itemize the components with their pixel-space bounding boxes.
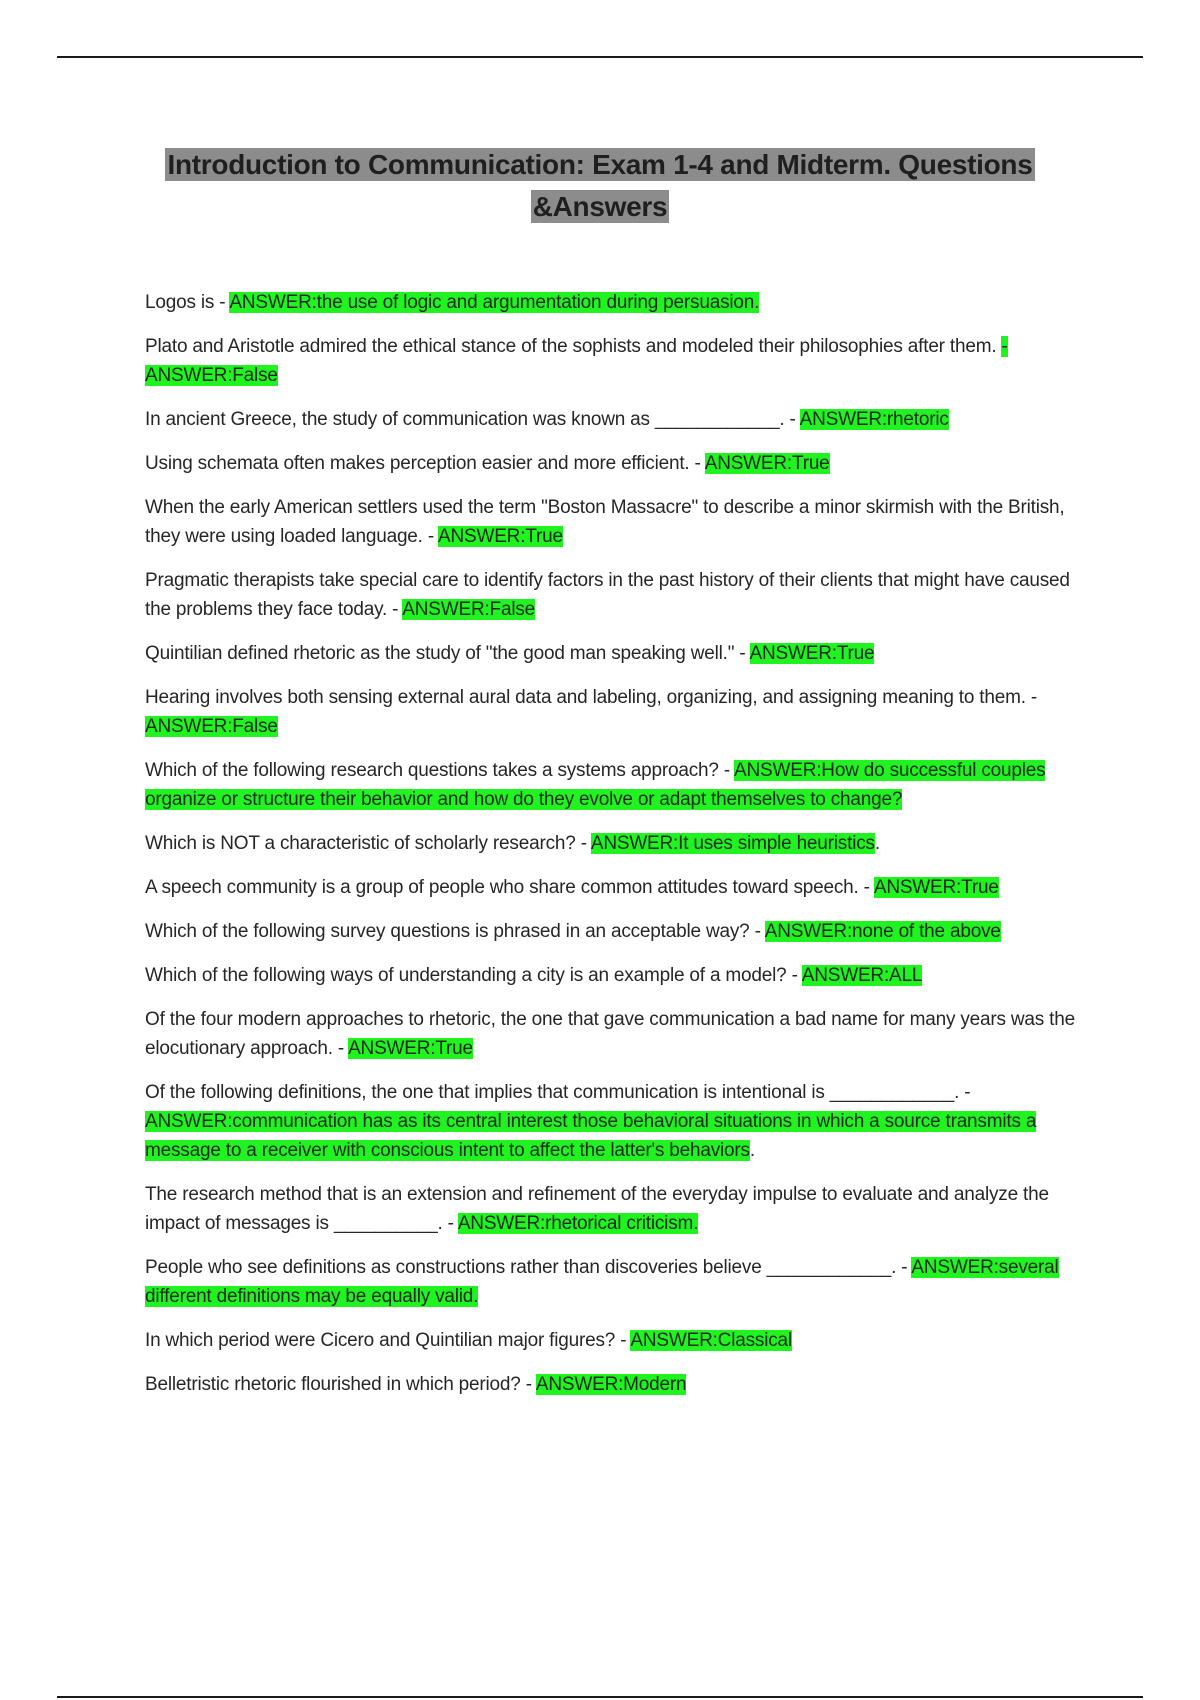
qa-item [145, 405, 1095, 434]
answer-highlight: ANSWER:the use of logic and argumentation during persuasion. [229, 292, 760, 313]
qa-item [145, 332, 1095, 390]
qa-item [145, 873, 1095, 902]
question-text: Quintilian defined rhetoric as the study of "the good man speaking well." - [145, 643, 750, 664]
question-text: When the early American settlers used the term "Boston Massacre" to describe a minor skirmish with the British, they were using loaded language. - [145, 497, 1065, 547]
footer-rule [57, 1696, 1143, 1698]
qa-item [145, 566, 1095, 624]
question-text: Hearing involves both sensing external aural data and labeling, organizing, and assigning meaning to them. - [145, 687, 1038, 708]
answer-tail: . [749, 1140, 755, 1161]
question-text: Which is NOT a characteristic of scholarly research? - [145, 833, 591, 854]
question-text: Pragmatic therapists take special care to identify factors in the past history of their clients that might have caused the problems they face today. - [145, 570, 1070, 620]
qa-item [145, 961, 1095, 990]
qa-item [145, 449, 1095, 478]
qa-item [145, 1078, 1095, 1165]
answer-highlight: ANSWER:It uses simple heuristics [590, 833, 875, 854]
answer-highlight: ANSWER:several different definitions may be equally valid. [145, 1257, 1059, 1307]
answer-highlight: ANSWER:Modern [535, 1374, 687, 1395]
qa-item [145, 1370, 1095, 1399]
question-text: In ancient Greece, the study of communication was known as ____________. - [145, 409, 800, 430]
question-text: Which of the following ways of understanding a city is an example of a model? - [145, 965, 802, 986]
header-rule [57, 56, 1143, 58]
qa-item [145, 288, 1095, 317]
qa-item [145, 756, 1095, 814]
question-text: Which of the following research questions takes a systems approach? - [145, 760, 735, 781]
answer-highlight: ANSWER:ALL [801, 965, 923, 986]
answer-highlight: ANSWER:none of the above [764, 921, 1001, 942]
answer-highlight: ANSWER:How do successful couples organize or structure their behavior and how do they evolve or adapt themselves to change? [145, 760, 1046, 810]
question-text: Logos is - [145, 292, 230, 313]
answer-highlight: ANSWER:Classical [630, 1330, 792, 1351]
question-text: Which of the following survey questions is phrased in an acceptable way? - [145, 921, 765, 942]
answer-tail: . [874, 833, 880, 854]
qa-item [145, 1005, 1095, 1063]
qa-item [145, 917, 1095, 946]
qa-item [145, 683, 1095, 741]
question-text: Of the following definitions, the one that implies that communication is intentional is ____________. - [145, 1082, 971, 1103]
answer-highlight: ANSWER:False [402, 599, 536, 620]
answer-highlight: ANSWER:communication has as its central interest those behavioral situations in which a source transmits a message to a receiver with conscious intent to affect the latter's behaviors [145, 1111, 1037, 1161]
answer-highlight: ANSWER:rhetorical criticism. [457, 1213, 699, 1234]
question-text: Using schemata often makes perception easier and more efficient. - [145, 453, 705, 474]
answer-highlight: ANSWER:False [145, 716, 278, 737]
question-text: A speech community is a group of people who share common attitudes toward speech. - [145, 877, 874, 898]
question-text: In which period were Cicero and Quintilian major figures? - [145, 1330, 631, 1351]
qa-item [145, 1253, 1095, 1311]
question-text: The research method that is an extension and refinement of the everyday impulse to evaluate and analyze the impact of messages is __________. - [145, 1184, 1049, 1234]
question-text: Of the four modern approaches to rhetoric, the one that gave communication a bad name for many years was the elocutionary approach. - [145, 1009, 1075, 1059]
document-title-text: Introduction to Communication: Exam 1-4 and Midterm. Questions &Answers [167, 149, 1033, 222]
answer-highlight: ANSWER:True [704, 453, 830, 474]
answer-highlight: ANSWER:True [438, 526, 563, 547]
document-title [150, 144, 1050, 228]
qa-item [145, 829, 1095, 858]
answer-highlight: ANSWER:rhetoric [799, 409, 949, 430]
question-text: Belletristic rhetoric flourished in which period? - [145, 1374, 536, 1395]
answer-highlight: ANSWER:True [873, 877, 999, 898]
qa-item [145, 639, 1095, 668]
qa-item [145, 493, 1095, 551]
qa-item [145, 1180, 1095, 1238]
qa-item [145, 1326, 1095, 1355]
question-text: Plato and Aristotle admired the ethical stance of the sophists and modeled their philosophies after them. [145, 336, 1002, 357]
answer-highlight: - ANSWER:False [145, 336, 1008, 386]
question-text: People who see definitions as constructions rather than discoveries believe ____________. - [145, 1257, 912, 1278]
answer-highlight: ANSWER:True [348, 1038, 473, 1059]
qa-list [145, 288, 1095, 1414]
answer-highlight: ANSWER:True [749, 643, 875, 664]
